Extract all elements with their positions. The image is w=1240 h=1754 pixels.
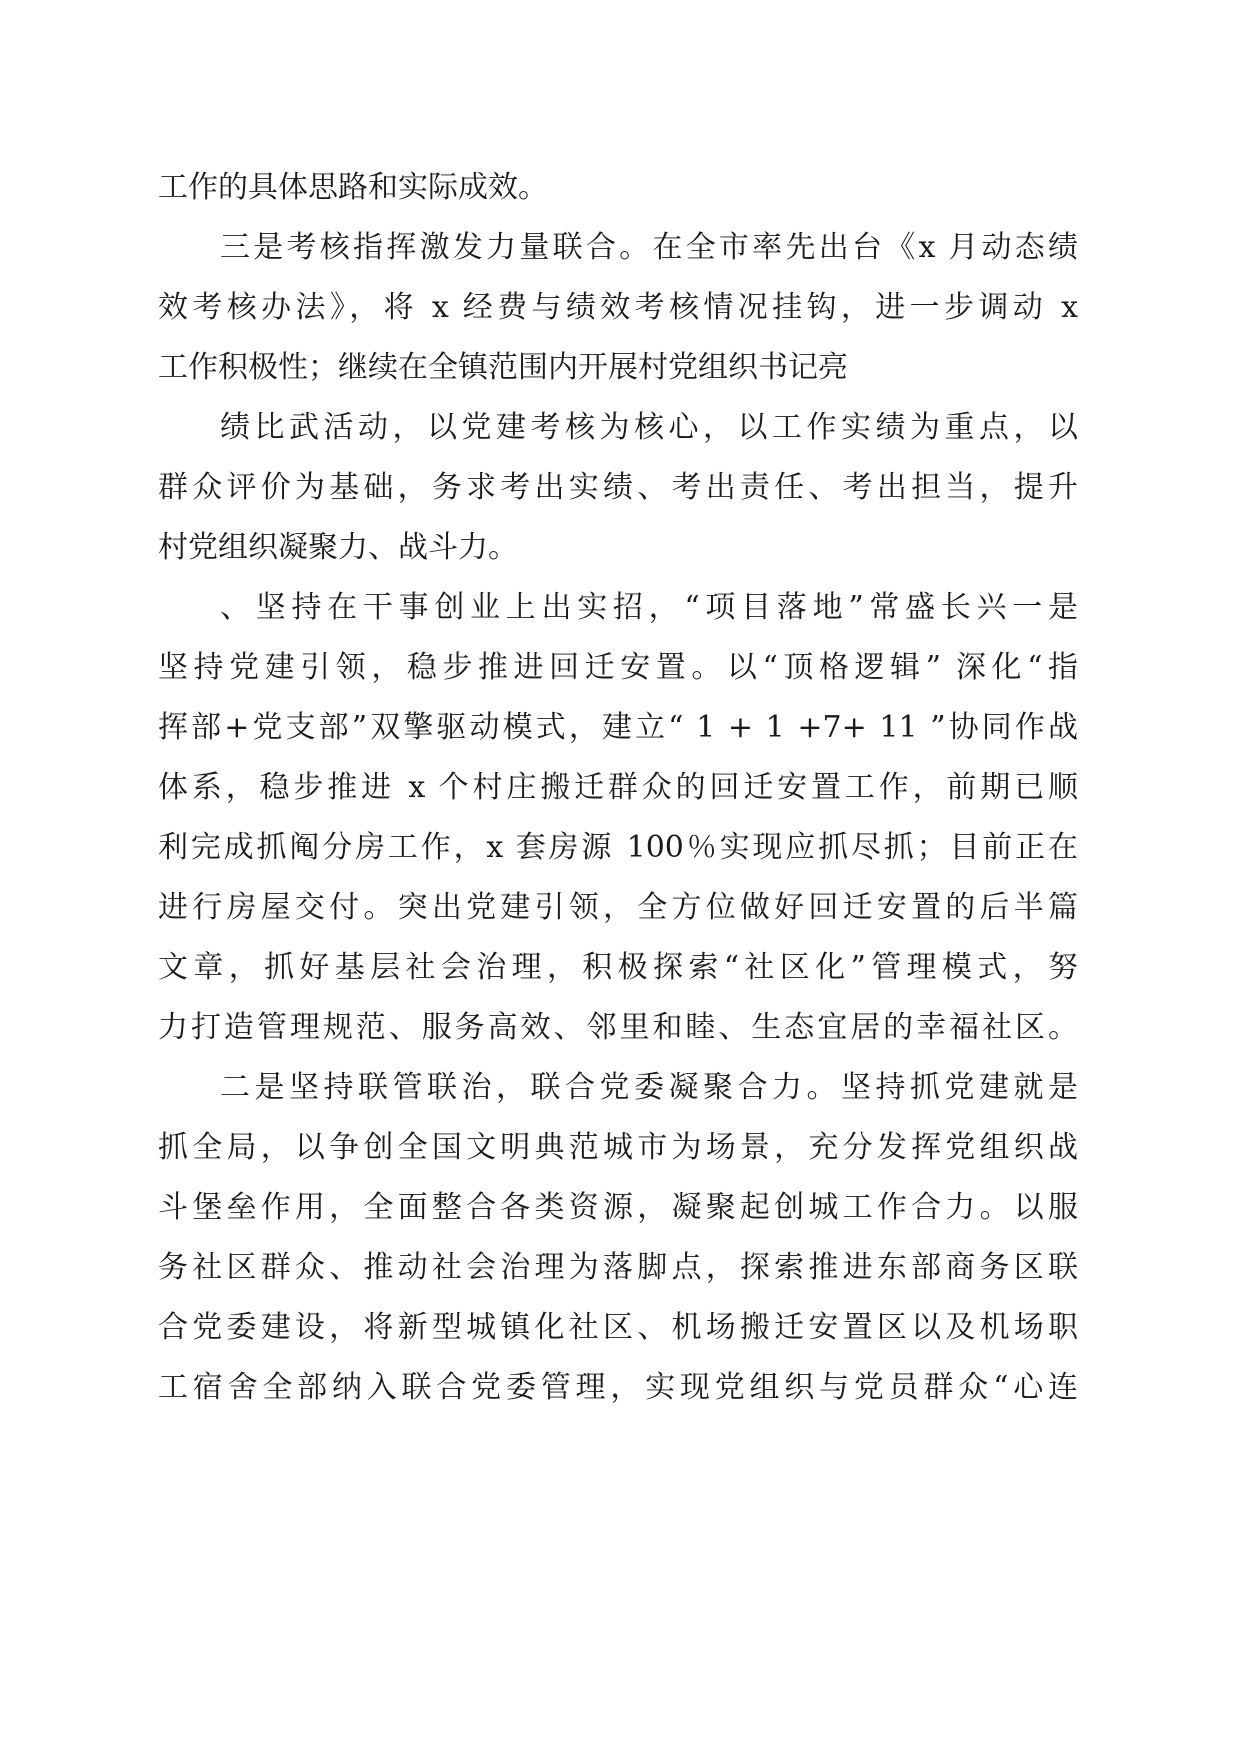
text-line: 群众评价为基础，务求考出实绩、考出责任、考出担当，提升 bbox=[158, 470, 1078, 505]
text-line: 文章，抓好基层社会治理，积极探索“社区化”管理模式，努 bbox=[158, 950, 1078, 985]
text-line: 二是坚持联管联治，联合党委凝聚合力。坚持抓党建就是 bbox=[220, 1070, 1078, 1105]
text-line: 三是考核指挥激发力量联合。在全市率先出台《x 月动态绩 bbox=[220, 230, 1078, 265]
text-line: 效考核办法》，将 x 经费与绩效考核情况挂钩，进一步调动 x bbox=[158, 290, 1078, 325]
text-line: 坚持党建引领，稳步推进回迁安置。以“顶格逻辑” 深化“指 bbox=[158, 650, 1078, 685]
text-line: 抓全局，以争创全国文明典范城市为场景，充分发挥党组织战 bbox=[158, 1130, 1078, 1165]
text-line: 力打造管理规范、服务高效、邻里和睦、生态宜居的幸福社区。 bbox=[158, 1010, 1078, 1045]
text-line: 、坚持在干事创业上出实招，“项目落地”常盛长兴一是 bbox=[220, 590, 1078, 625]
text-line: 绩比武活动，以党建考核为核心，以工作实绩为重点，以 bbox=[220, 410, 1078, 445]
text-line: 工宿舍全部纳入联合党委管理，实现党组织与党员群众“心连 bbox=[158, 1370, 1078, 1405]
text-line: 利完成抓阄分房工作，x 套房源 100％实现应抓尽抓；目前正在 bbox=[158, 830, 1078, 865]
text-line: 体系，稳步推进 x 个村庄搬迁群众的回迁安置工作，前期已顺 bbox=[158, 770, 1078, 805]
text-line: 工作的具体思路和实际成效。 bbox=[158, 170, 548, 205]
text-line: 务社区群众、推动社会治理为落脚点，探索推进东部商务区联 bbox=[158, 1250, 1078, 1285]
text-line: 村党组织凝聚力、战斗力。 bbox=[158, 530, 518, 565]
text-line: 斗堡垒作用，全面整合各类资源，凝聚起创城工作合力。以服 bbox=[158, 1190, 1078, 1225]
text-line: 合党委建设，将新型城镇化社区、机场搬迁安置区以及机场职 bbox=[158, 1310, 1078, 1345]
text-line: 工作积极性；继续在全镇范围内开展村党组织书记亮 bbox=[158, 350, 848, 385]
text-line: 进行房屋交付。突出党建引领，全方位做好回迁安置的后半篇 bbox=[158, 890, 1078, 925]
text-line: 挥部+党支部”双擎驱动模式，建立“ 1 + 1 +7+ 11 ”协同作战 bbox=[158, 710, 1078, 745]
